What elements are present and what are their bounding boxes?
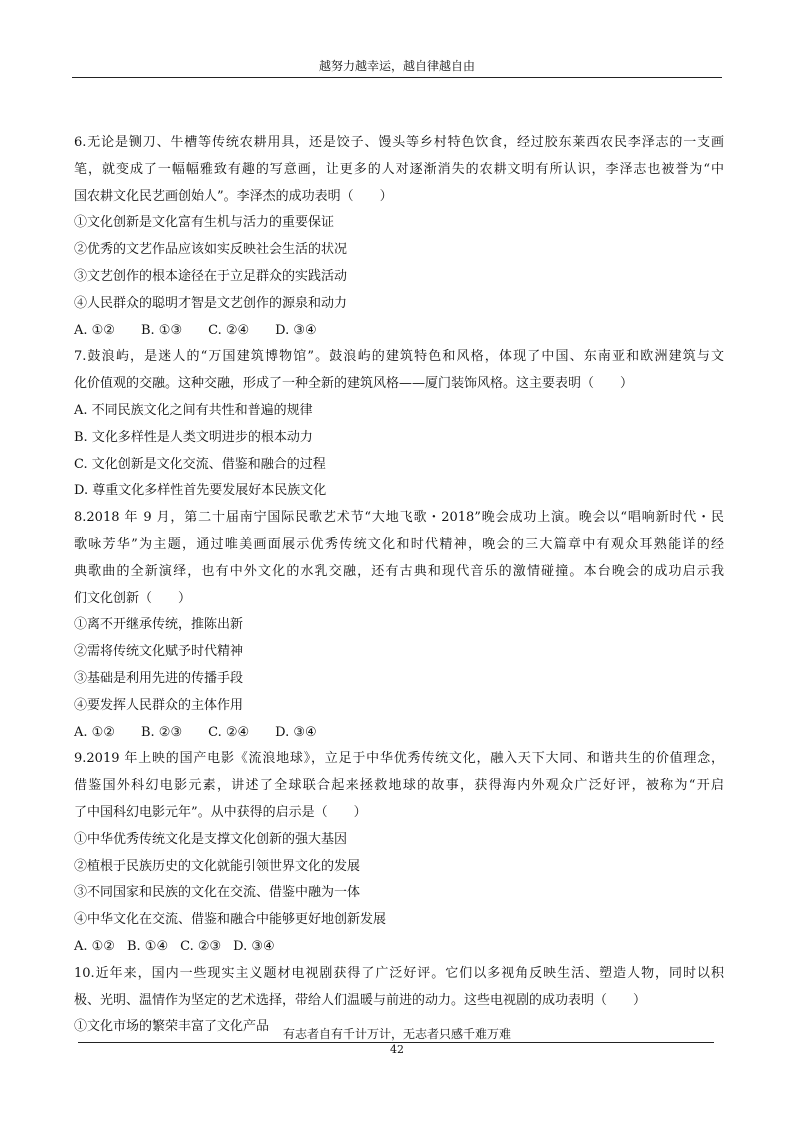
option-b: B. ①④ (126, 938, 169, 954)
option-b: B. ②③ (140, 724, 183, 740)
question-stem-line: 10.近年来，国内一些现实主义题材电视剧获得了广泛好评。它们以多视角反映生活、塑造人物，同时以积 (74, 965, 724, 981)
question-8 (74, 505, 724, 746)
question-stem-line: 歌咏芳华”为主题，通过唯美画面展示优秀传统文化和时代精神，晚会的三大篇章中有观众耳熟能详的经 (74, 536, 724, 552)
question-stem-line: 化价值观的交融。这种交融，形成了一种全新的建筑风格——厦门装饰风格。这主要表明（ ） (74, 376, 634, 392)
page-number: 42 (390, 1043, 404, 1056)
answer-options (74, 934, 724, 961)
statement: ②优秀的文艺作品应该如实反映社会生活的状况 (74, 242, 348, 258)
question-stem-line: 9.2019 年上映的国产电影《流浪地球》，立足于中华优秀传统文化，融入天下大同、和谐共生的价值理念， (74, 751, 724, 767)
option-c: C. ②④ (208, 322, 250, 338)
statement: ①离不开继承传统，推陈出新 (74, 617, 244, 633)
option-d: D. ③④ (275, 322, 317, 338)
option-a: A. ①② (74, 724, 115, 740)
question-9 (74, 746, 724, 960)
option-d: D. ③④ (275, 724, 317, 740)
answer-options (74, 318, 724, 345)
question-stem-line: 极、光明、温情作为坚定的艺术选择，带给人们温暖与前进的动力。这些电视剧的成功表明（ ） (74, 992, 647, 1008)
statement: ②需将传统文化赋予时代精神 (74, 644, 244, 660)
choice: B. 文化多样性是人类文明进步的根本动力 (74, 429, 313, 445)
question-stem-line: 典歌曲的全新演绎，也有中外文化的水乳交融，还有古典和现代音乐的激情碰撞。本台晚会的成功启示我 (74, 563, 724, 579)
statement: ①文化创新是文化富有生机与活力的重要保证 (74, 215, 335, 231)
statement: ③不同国家和民族的文化在交流、借鉴中融为一体 (74, 885, 361, 901)
statement: ③文艺创作的根本途径在于立足群众的实践活动 (74, 268, 348, 284)
option-d: D. ③④ (233, 938, 275, 954)
option-b: B. ①③ (140, 322, 183, 338)
statement: ③基础是利用先进的传播手段 (74, 670, 244, 686)
choice: D. 尊重文化多样性首先要发展好本民族文化 (74, 483, 327, 499)
statement: ①文化市场的繁荣丰富了文化产品 (74, 1019, 270, 1035)
header-motto: 越努力越幸运，越自律越自由 (318, 59, 475, 73)
page-header (72, 0, 722, 78)
statement: ④要发挥人民群众的主体作用 (74, 697, 244, 713)
question-stem-line: 国农耕文化民艺画创始人”。李泽杰的成功表明（ ） (74, 188, 393, 204)
answer-options (74, 720, 724, 747)
choice: A. 不同民族文化之间有共性和普遍的规律 (74, 402, 313, 418)
question-stem-line: 了中国科幻电影元年”。从中获得的启示是（ ） (74, 804, 367, 820)
question-6 (74, 130, 724, 344)
statement: ①中华优秀传统文化是支撑文化创新的强大基因 (74, 831, 348, 847)
choice: C. 文化创新是文化交流、借鉴和融合的过程 (74, 456, 326, 472)
question-7 (74, 344, 724, 505)
statement: ④中华文化在交流、借鉴和融合中能够更好地创新发展 (74, 912, 387, 928)
statement: ②植根于民族历史的文化就能引领世界文化的发展 (74, 858, 361, 874)
question-list (74, 130, 724, 1041)
option-c: C. ②③ (180, 938, 222, 954)
statement: ④人民群众的聪明才智是文艺创作的源泉和动力 (74, 295, 348, 311)
option-a: A. ①② (74, 322, 115, 338)
question-stem-line: 笔，就变成了一幅幅雅致有趣的写意画，让更多的人对逐渐消失的农耕文明有所认识，李泽志也被誉为“中 (74, 161, 724, 177)
footer-motto: 有志者自有千计万计，无志者只感千难万难 (282, 1027, 511, 1041)
question-stem-line: 8.2018 年 9 月，第二十届南宁国际民歌艺术节“大地飞歌・2018”晚会成功上演。晚会以“唱响新时代・民 (74, 510, 724, 526)
option-c: C. ②④ (208, 724, 250, 740)
question-stem-line: 们文化创新（ ） (74, 590, 192, 606)
question-stem-line: 借鉴国外科幻电影元素，讲述了全球联合起来拯救地球的故事，获得海内外观众广泛好评，被称为“开启 (74, 778, 724, 794)
question-stem-line: 6.无论是铡刀、牛槽等传统农耕用具，还是饺子、馒头等乡村特色饮食，经过胶东莱西农民李泽志的一支画 (74, 135, 724, 150)
option-a: A. ①② (74, 938, 115, 954)
question-stem-line: 7.鼓浪屿，是迷人的“万国建筑博物馆”。鼓浪屿的建筑特色和风格，体现了中国、东南亚和欧洲建筑与文 (74, 349, 724, 365)
